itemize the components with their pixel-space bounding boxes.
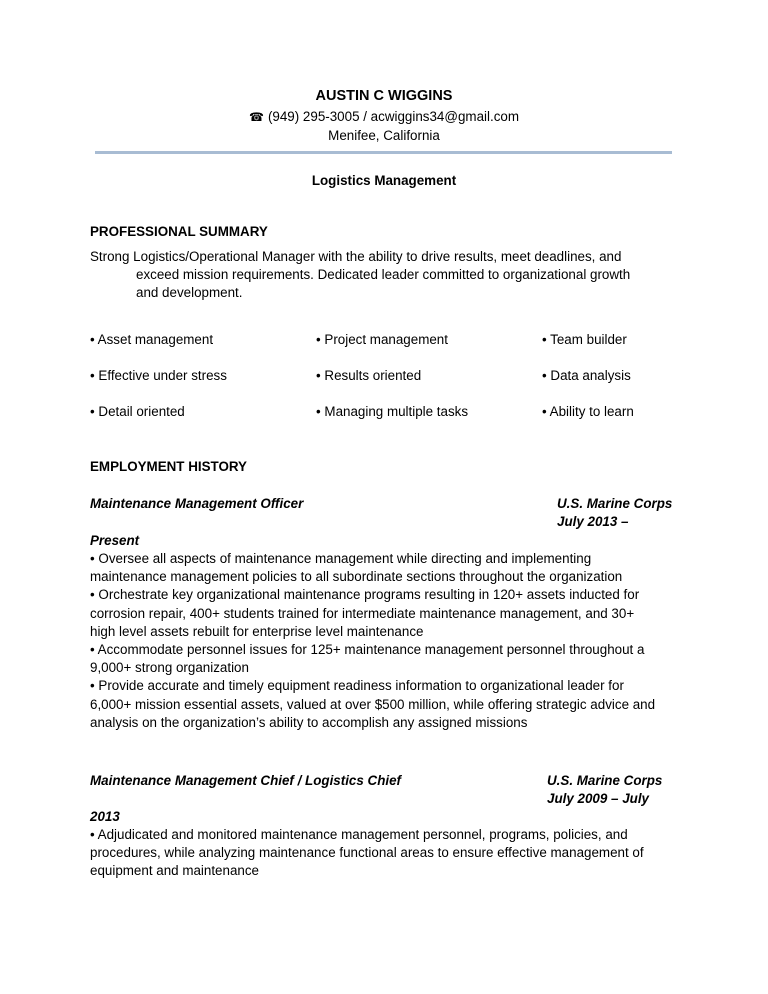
header-divider (95, 151, 672, 154)
skill-item: • Effective under stress (90, 368, 227, 383)
contact-line (0, 108, 768, 126)
job-description-line: • Provide accurate and timely equipment readiness information to organizational leader for (90, 678, 624, 694)
job-dates-continued: Present (90, 533, 140, 548)
skill-item: • Results oriented (316, 368, 422, 383)
skill-item: • Ability to learn (542, 404, 634, 419)
summary-line: exceed mission requirements. Dedicated leader committed to organizational growth (136, 267, 631, 283)
location: Menifee, California (328, 128, 440, 143)
job-organization: U.S. Marine Corps (557, 496, 673, 511)
job-description (90, 550, 655, 732)
job-description-line: equipment and maintenance (90, 863, 259, 879)
job-description-line: maintenance management policies to all subordinate sections throughout the organization (90, 569, 623, 585)
phone-icon: ☎ (249, 110, 264, 124)
job-description-line: procedures, while analyzing maintenance functional areas to ensure effective management of (90, 845, 644, 861)
employment-heading: EMPLOYMENT HISTORY (90, 459, 247, 474)
job-description-line: high level assets rebuilt for enterprise level maintenance (90, 623, 424, 639)
job-organization: U.S. Marine Corps (547, 773, 663, 788)
job-description-line: • Orchestrate key organizational maintenance programs resulting in 120+ assets inducted for (90, 587, 640, 603)
candidate-name: AUSTIN C WIGGINS (315, 88, 453, 104)
job-description (90, 826, 644, 881)
skill-item: • Data analysis (542, 368, 631, 383)
job-dates: July 2009 – July (547, 791, 649, 806)
contact-text: (949) 295-3005 / acwiggins34@gmail.com (267, 109, 519, 124)
summary-heading: PROFESSIONAL SUMMARY (90, 224, 268, 239)
job-description-line: 6,000+ mission essential assets, valued at over $500 million, while offering strategic advice and (90, 696, 656, 712)
job-description-line: • Accommodate personnel issues for 125+ maintenance management personnel throughout a (90, 642, 645, 658)
summary-line: Strong Logistics/Operational Manager with the ability to drive results, meet deadlines, and (90, 249, 622, 264)
job-title: Maintenance Management Chief / Logistics Chief (90, 773, 402, 788)
job-title: Maintenance Management Officer (90, 496, 304, 511)
job-description-line: 9,000+ strong organization (90, 660, 249, 676)
skill-item: • Project management (316, 332, 448, 347)
job-dates-continued: 2013 (90, 809, 120, 824)
objective-title: Logistics Management (311, 173, 457, 188)
skill-item: • Asset management (90, 332, 214, 347)
job-description-line: • Adjudicated and monitored maintenance management personnel, programs, policies, and (90, 827, 628, 842)
skill-item: • Managing multiple tasks (316, 404, 469, 419)
job-description-line: corrosion repair, 400+ students trained for intermediate maintenance management, and 30+ (90, 605, 635, 621)
skill-item: • Detail oriented (90, 404, 185, 419)
job-dates: July 2013 – (557, 514, 629, 529)
job-description-line: analysis on the organization’s ability to accomplish any assigned missions (90, 714, 528, 730)
summary-paragraph (90, 248, 630, 303)
summary-line: and development. (136, 285, 243, 301)
job-description-line: • Oversee all aspects of maintenance management while directing and implementing (90, 551, 592, 566)
skill-item: • Team builder (542, 332, 627, 347)
